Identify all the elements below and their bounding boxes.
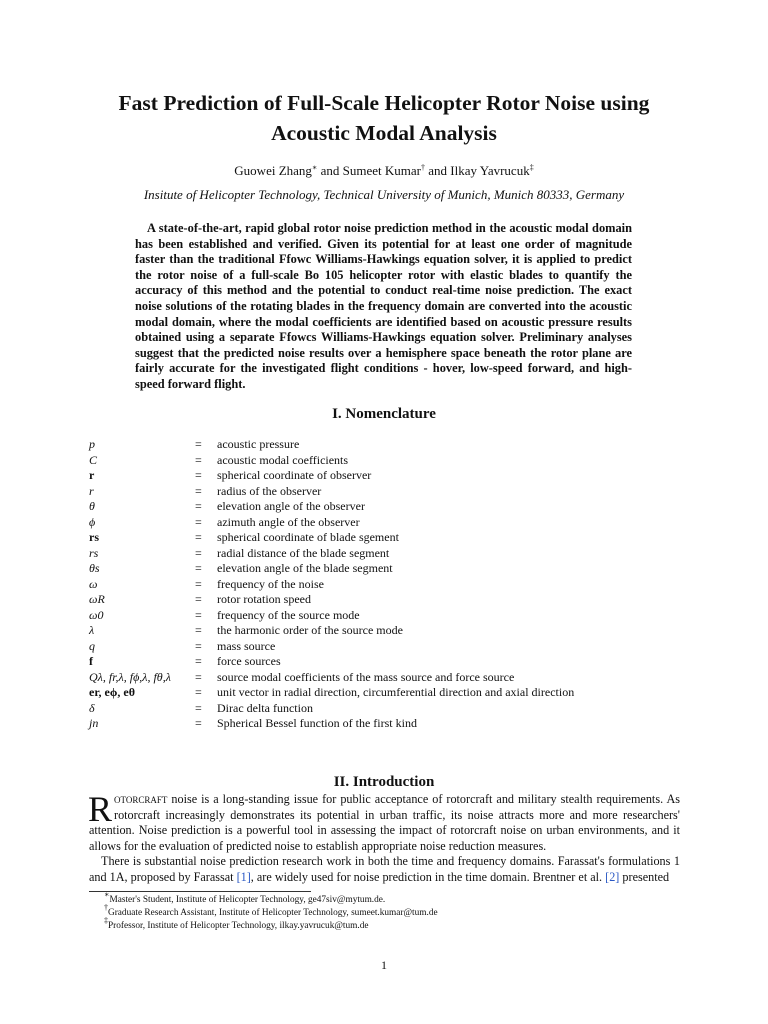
- footnote-marker: †: [420, 163, 425, 172]
- footnote-marker: ∗: [311, 163, 318, 172]
- nomenclature-symbol: r: [89, 483, 94, 498]
- nomenclature-symbol: θ: [89, 499, 95, 513]
- nomenclature-symbol: q: [89, 638, 95, 653]
- equals-sign: =: [195, 638, 202, 653]
- nomenclature-symbol: ω: [89, 576, 98, 591]
- nomenclature-entry: [89, 623, 709, 639]
- nomenclature-list: [89, 437, 709, 732]
- lead-word: otorcraft: [114, 792, 168, 806]
- citation-link[interactable]: [2]: [605, 869, 620, 884]
- equals-sign: =: [195, 576, 202, 591]
- nomenclature-entry: [89, 592, 709, 608]
- nomenclature-entry: [89, 561, 709, 577]
- equals-sign: =: [195, 700, 202, 715]
- equals-sign: =: [195, 592, 202, 606]
- intro-text: noise is a long-standing issue for public acceptance of rotorcraft and military stealth requirements. As rotorcraft increasingly demonstrates its potential in urban traffic, its noise attracts more and more researchers' attention. Noise prediction is a powerful tool in assessing the impact of rotorcraft noise on urban environments, and it allows for the evaluation of predicted noise to establish appropriate noise reduction measures.: [89, 792, 680, 853]
- paper-title: Fast Prediction of Full-Scale Helicopter Rotor Noise using Acoustic Modal Analysis: [118, 91, 650, 145]
- intro-paragraph: [89, 854, 680, 885]
- intro-text: , are widely used for noise prediction in the time domain. Brentner et al.: [250, 869, 606, 884]
- author-name: Guowei Zhang: [234, 163, 312, 178]
- author-name: Ilkay Yavrucuk: [450, 163, 530, 178]
- nomenclature-entry: [89, 685, 709, 701]
- nomenclature-definition: Spherical Bessel function of the first kind: [217, 716, 417, 730]
- nomenclature-definition: rotor rotation speed: [217, 592, 311, 606]
- nomenclature-definition: elevation angle of the observer: [217, 499, 365, 513]
- footnotes: [104, 890, 664, 933]
- nomenclature-definition: unit vector in radial direction, circumferential direction and axial direction: [217, 685, 575, 699]
- nomenclature-definition: frequency of the source mode: [217, 607, 360, 622]
- nomenclature-symbol: ϕ: [89, 514, 96, 529]
- footnote-text: Graduate Research Assistant, Institute of Helicopter Technology, sumeet.kumar@tum.de: [108, 908, 438, 918]
- nomenclature-definition: frequency of the noise: [217, 576, 324, 591]
- nomenclature-symbol: Qλ, fr,λ, fϕ,λ, fθ,λ: [89, 669, 171, 684]
- nomenclature-definition: azimuth angle of the observer: [217, 514, 360, 529]
- footnote: [104, 903, 664, 920]
- equals-sign: =: [195, 530, 202, 544]
- footnote-text: Master's Student, Institute of Helicopter Technology, ge47siv@mytum.de.: [109, 895, 386, 905]
- nomenclature-symbol: r: [89, 468, 95, 482]
- nomenclature-symbol: rs: [89, 545, 99, 560]
- nomenclature-symbol: λ: [89, 623, 95, 637]
- equals-sign: =: [195, 452, 202, 467]
- nomenclature-entry: [89, 453, 709, 469]
- nomenclature-definition: radius of the observer: [217, 483, 322, 498]
- nomenclature-definition: source modal coefficients of the mass source and force source: [217, 669, 515, 684]
- footnote-marker: ‡: [104, 916, 108, 925]
- intro-paragraph: [88, 789, 680, 854]
- nomenclature-definition: radial distance of the blade segment: [217, 545, 390, 560]
- author-separator: and: [317, 163, 343, 178]
- nomenclature-definition: acoustic modal coefficients: [217, 452, 349, 467]
- author-separator: and: [424, 163, 451, 178]
- introduction-heading: II. Introduction: [333, 774, 435, 790]
- nomenclature-definition: acoustic pressure: [217, 437, 300, 451]
- nomenclature-entry: [89, 530, 709, 546]
- nomenclature-entry: [89, 515, 709, 531]
- equals-sign: =: [195, 607, 202, 622]
- nomenclature-definition: elevation angle of the blade segment: [217, 561, 393, 575]
- nomenclature-entry: [89, 701, 709, 717]
- nomenclature-definition: the harmonic order of the source mode: [217, 623, 403, 637]
- equals-sign: =: [195, 499, 202, 513]
- footnote-marker: †: [104, 903, 108, 912]
- abstract: A state-of-the-art, rapid global rotor noise prediction method in the acoustic modal domain has been established and verified. Given its potential for at least one order of magnitude faster than the traditional Ffowc Williams-Hawkings equation solver, it is applied to predict the rotor noise of a full-scale Bo 105 helicopter rotor with elastic blades to quantify the accuracy of this method and the potential to conduct real-time noise prediction. The exact noise solutions of the rotating blades in the frequency domain are converted into the acoustic modal domain, where the modal coefficients are identified based on acoustic pressure results obtained using a separate Ffowcs Williams-Hawkings equation solver. Preliminary analyses suggest that the predicted noise results over a hemisphere space beneath the rotor plane are fairly accurate for the investigated flight conditions - hover, low-speed forward, and high-speed forward flight.: [135, 221, 632, 391]
- nomenclature-symbol: ωR: [89, 592, 105, 606]
- footnote-marker: ∗: [104, 890, 110, 899]
- equals-sign: =: [195, 669, 202, 684]
- footnote-text: Professor, Institute of Helicopter Technology, ilkay.yavrucuk@tum.de: [108, 921, 369, 931]
- nomenclature-entry: [89, 654, 709, 670]
- equals-sign: =: [195, 545, 202, 560]
- footnote-marker: ‡: [529, 163, 534, 172]
- nomenclature-entry: [89, 577, 709, 593]
- nomenclature-entry: [89, 670, 709, 686]
- footnote-divider: [89, 891, 311, 892]
- nomenclature-symbol: f: [89, 654, 93, 668]
- nomenclature-entry: [89, 546, 709, 562]
- intro-text: There is substantial noise prediction research work in both the time and frequency domains. Farassat's formulations 1 and 1A, proposed by Farassat: [89, 854, 680, 884]
- nomenclature-symbol: er, eϕ, eθ: [89, 685, 135, 699]
- nomenclature-symbol: p: [89, 437, 95, 451]
- nomenclature-symbol: ω0: [89, 607, 104, 622]
- equals-sign: =: [195, 623, 202, 637]
- nomenclature-definition: spherical coordinate of observer: [217, 468, 372, 482]
- author-name: Sumeet Kumar: [342, 163, 421, 178]
- author-list: [80, 163, 688, 179]
- nomenclature-entry: [89, 468, 709, 484]
- nomenclature-entry: [89, 437, 709, 453]
- nomenclature-entry: [89, 639, 709, 655]
- nomenclature-entry: [89, 608, 709, 624]
- page-number: 1: [381, 958, 387, 972]
- equals-sign: =: [195, 437, 202, 451]
- equals-sign: =: [195, 483, 202, 498]
- nomenclature-entry: [89, 484, 709, 500]
- nomenclature-entry: [89, 499, 709, 515]
- nomenclature-definition: mass source: [217, 638, 276, 653]
- equals-sign: =: [195, 468, 202, 482]
- nomenclature-definition: Dirac delta function: [217, 700, 313, 715]
- equals-sign: =: [195, 561, 202, 575]
- equals-sign: =: [195, 685, 202, 699]
- introduction-body: [88, 789, 680, 885]
- equals-sign: =: [195, 716, 202, 730]
- citation-link[interactable]: [1]: [236, 869, 251, 884]
- intro-text: presented: [619, 869, 670, 884]
- footnote: [104, 890, 664, 907]
- nomenclature-entry: [89, 716, 709, 732]
- nomenclature-symbol: δ: [89, 700, 95, 715]
- drop-cap: R: [88, 789, 113, 829]
- nomenclature-symbol: rs: [89, 530, 99, 544]
- nomenclature-definition: spherical coordinate of blade sgement: [217, 530, 399, 544]
- nomenclature-symbol: jn: [89, 716, 99, 730]
- equals-sign: =: [195, 654, 202, 668]
- equals-sign: =: [195, 514, 202, 529]
- affiliation: Insitute of Helicopter Technology, Technical University of Munich, Munich 80333, Germany: [143, 187, 625, 202]
- nomenclature-definition: force sources: [217, 654, 281, 668]
- nomenclature-heading: I. Nomenclature: [332, 406, 436, 422]
- nomenclature-symbol: C: [89, 452, 98, 467]
- nomenclature-symbol: θs: [89, 561, 100, 575]
- footnote: [104, 916, 664, 933]
